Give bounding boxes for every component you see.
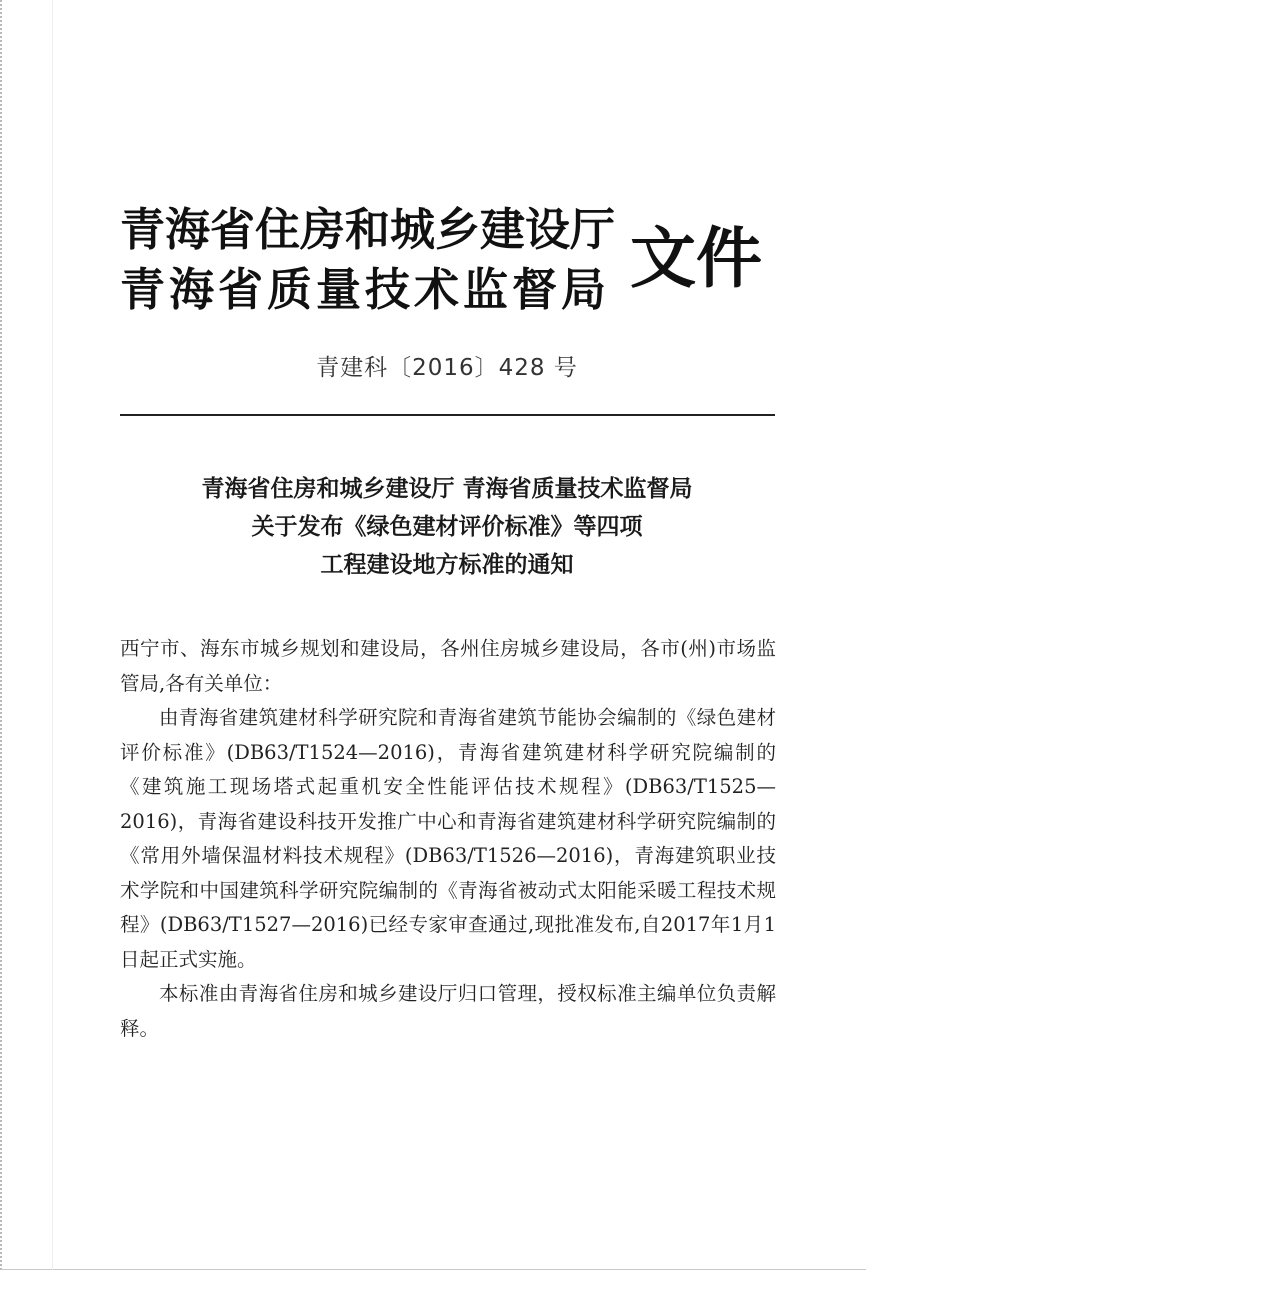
document-label: 文件: [630, 219, 762, 297]
body-paragraph: 由青海省建筑建材科学研究院和青海省建筑节能协会编制的《绿色建材评价标准》(DB63/T1524—2016)，青海省建筑建材科学研究院编制的《建筑施工现场塔式起重机安全性能评估技术规程》(DB63/T1525—2016)，青海省建设科技开发推广中心和青海省建筑建材科学研究院编制的《常用外墙保温材料技术规程》(DB63/T1526—2016)，青海建筑职业技术学院和中国建筑科学研究院编制的《青海省被动式太阳能采暖工程技术规程》(DB63/T1527—2016)已经专家审查通过,现批准发布,自2017年1月1日起正式实施。: [120, 706, 776, 971]
title-line: 工程建设地方标准的通知: [320, 552, 574, 578]
notice-title: [120, 470, 774, 584]
title-line: 青海省住房和城乡建设厅 青海省质量技术监督局: [201, 476, 693, 502]
issuer-name: 青海省质量技术监督局: [120, 263, 611, 316]
issuer-name: 青海省住房和城乡建设厅: [120, 203, 616, 256]
notice-body: [120, 632, 776, 1046]
addressee-paragraph: 西宁市、海东市城乡规划和建设局，各州住房城乡建设局，各市(州)市场监管局,各有关单位：: [120, 637, 776, 695]
issuing-authorities: [120, 200, 615, 320]
body-paragraph: 本标准由青海省住房和城乡建设厅归口管理，授权标准主编单位负责解释。: [120, 982, 776, 1040]
header-divider: [120, 414, 775, 416]
scan-gutter-line: [52, 0, 53, 1270]
document-header: [120, 200, 780, 318]
title-line: 关于发布《绿色建材评价标准》等四项: [251, 514, 643, 540]
document-number: 青建科〔2016〕428 号: [316, 355, 578, 381]
